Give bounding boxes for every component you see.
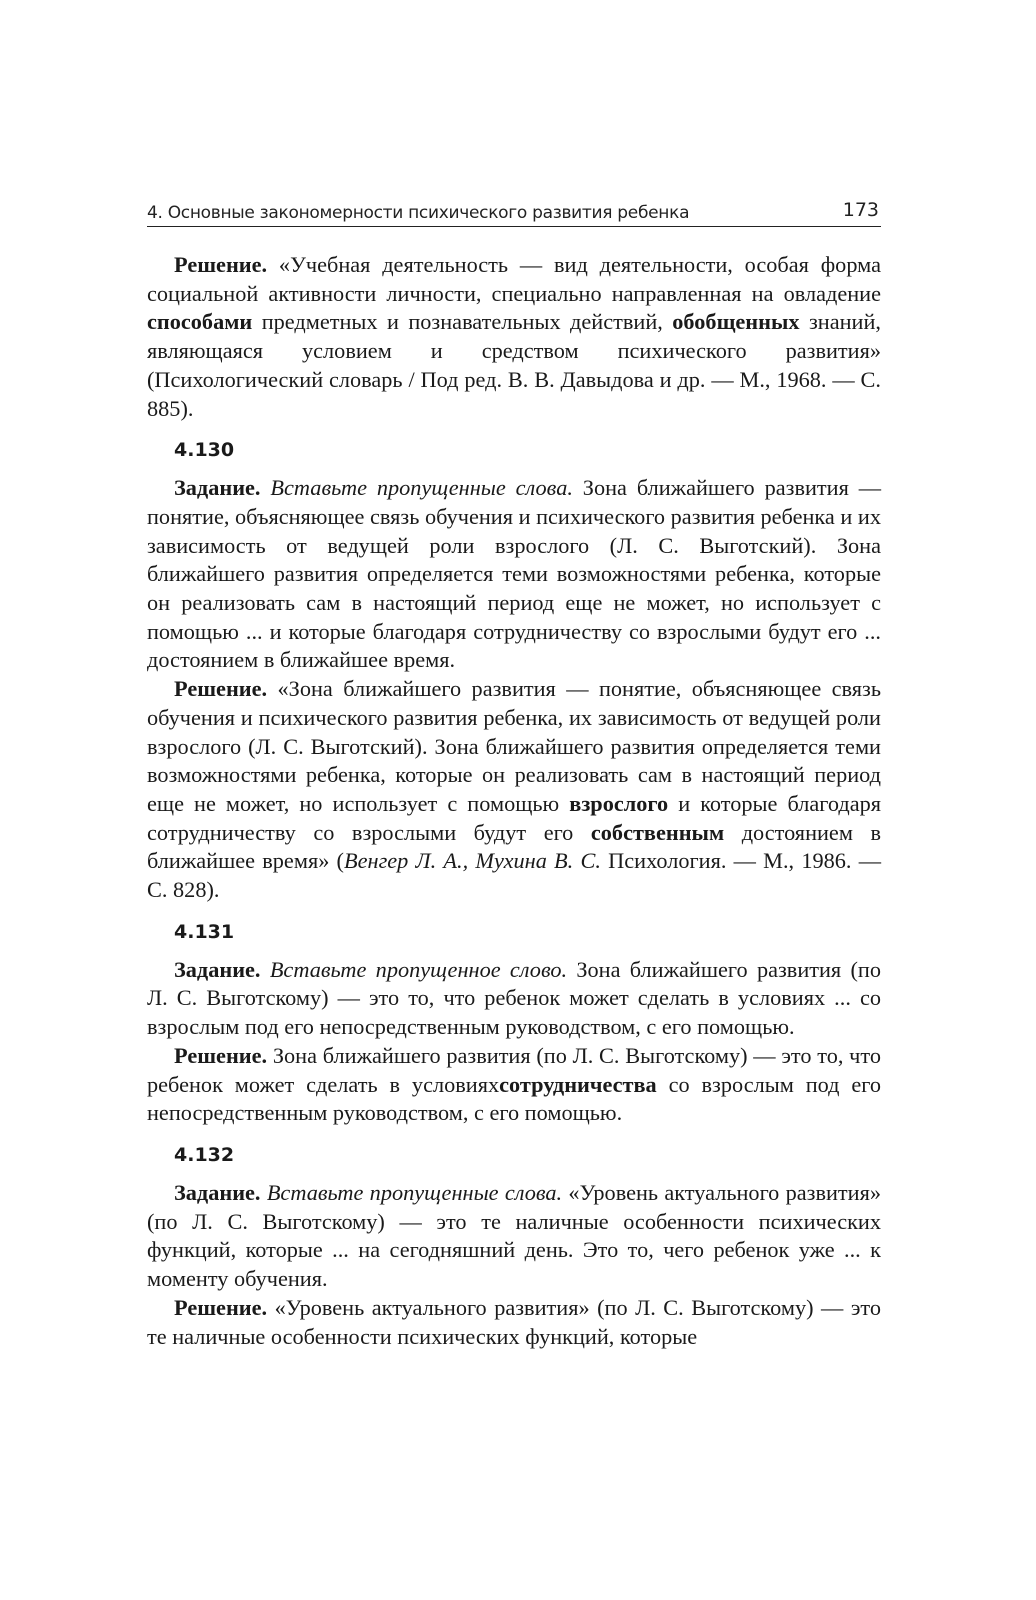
page-number: 173 <box>842 199 879 221</box>
citation-authors: Венгер Л. А., Мухина В. С. <box>344 848 601 874</box>
bold-answer: сотрудничества <box>499 1071 657 1097</box>
page-body <box>147 251 881 1351</box>
bold-answer: обобщенных <box>672 309 800 335</box>
text-run: Психология. — М., 1986. — С. 828). <box>147 848 881 903</box>
solution-paragraph <box>147 1294 881 1351</box>
solution-label: Решение. <box>174 1042 268 1068</box>
text-run: «Учебная деятельность — вид деятельности, особая форма социальной активности личности, специально направленная на овладение <box>147 252 881 306</box>
text-run: «Зона ближайшего развития — понятие, объясняющее связь обучения и психического развития ребенка, их зависимость от ведущей роли взрослого (Л. С. Выготский). Зона ближайшего развития определяется теми возможностями ребенка, которые он реализовать сам в настоящий период еще не может, но использует с помощью <box>147 676 881 816</box>
bold-answer: взрослого <box>569 790 669 816</box>
text-run: Зона ближайшего развития (по Л. С. Выготскому) — это то, что ребенок может сделать в условиях <box>147 1042 881 1097</box>
solution-label: Решение. <box>174 676 268 702</box>
task-label: Задание. <box>174 475 261 501</box>
text-run: достоянием в ближайшее время» ( <box>147 819 882 874</box>
task-paragraph <box>147 474 881 675</box>
text-run: знаний, являющаяся условием и средством психического развития» (Психологический словарь / Под ред. В. В. Давыдова и др. — М., 1968. — С. 885). <box>147 309 881 421</box>
task-instruction: Вставьте пропущенные слова. <box>266 1179 563 1205</box>
solution-label: Решение. <box>174 1294 268 1320</box>
task-paragraph <box>147 1179 881 1294</box>
text-run: «Уровень актуального развития» (по Л. С. Выготскому) — это те наличные особенности психических функций, которые ... на сегодняшний день. Это то, чего ребенок уже ... к моменту обучения. <box>147 1179 882 1292</box>
exercise-number: 4.132 <box>174 1143 235 1166</box>
solution-label: Решение. <box>174 252 268 277</box>
solution-paragraph <box>147 675 881 905</box>
solution-paragraph <box>147 251 881 423</box>
task-instruction: Вставьте пропущенное слово. <box>269 956 568 982</box>
running-header <box>147 192 881 227</box>
solution-paragraph <box>147 1042 881 1128</box>
text-run: предметных и познавательных действий, <box>252 309 673 335</box>
text-run: и которые благодаря сотрудничеству со взрослыми будут его <box>147 790 882 845</box>
bold-answer: собственным <box>590 819 725 845</box>
text-run: «Уровень актуального развития» (по Л. С. Выготскому) — это те наличные особенности психических функций, которые <box>147 1294 881 1349</box>
task-label: Задание. <box>174 956 261 982</box>
text-run: Зона ближайшего развития — понятие, объясняющее связь обучения и психического развития ребенка и их зависимость от ведущей роли взрослого (Л. С. Выготский). Зона ближайшего развития определяется теми возможностями ребенка, которые он реализовать сам в настоящий период еще не может, но использует с помощью ... и которые благодаря сотрудничеству со взрослыми будут его ... достоянием в ближайшее время. <box>147 475 882 673</box>
bold-answer: способами <box>147 309 253 335</box>
text-run: Зона ближайшего развития (по Л. С. Выготскому) — это то, что ребенок может сделать в условиях ... со взрослым под его непосредственным руководством, с его помощью. <box>147 956 881 1040</box>
running-title: 4. Основные закономерности психического развития ребенка <box>147 203 690 223</box>
task-instruction: Вставьте пропущенные слова. <box>270 475 573 501</box>
text-run: со взрослым под его непосредственным руководством, с его помощью. <box>147 1071 881 1126</box>
task-paragraph <box>147 956 881 1042</box>
exercise-number: 4.130 <box>174 439 235 462</box>
exercise-number: 4.131 <box>174 920 235 943</box>
task-label: Задание. <box>174 1179 261 1205</box>
